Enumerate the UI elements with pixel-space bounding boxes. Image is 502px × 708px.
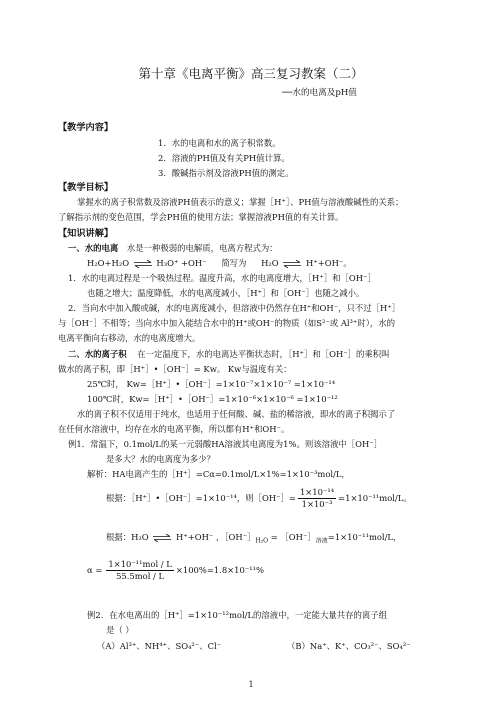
alpha-numerator: 1×10⁻¹¹mol / L	[106, 560, 174, 571]
document-subtitle: ──水的电离及pH值	[282, 88, 357, 98]
kw-25c: 25℃时， Kw=［H⁺］•［OH⁻］=1×10⁻⁷×1×10⁻⁷ =1×10⁻¹⁴	[87, 379, 336, 389]
ion-product-text2: 做水的离子积，即［H⁺］•［OH⁻］= Kw。 Kw与温度有关：	[58, 364, 292, 374]
oh-fraction-denominator: 1×10⁻³	[301, 499, 333, 510]
alpha-result: ×100%=1.8×10⁻¹¹%	[175, 565, 264, 576]
kw-note-line1: 水的离子积不仅适用于纯水，也适用于任何酸、碱、盐的稀溶液，即水的离子积揭示了	[77, 409, 396, 419]
alpha-label: α =	[87, 565, 103, 576]
oh-fraction	[298, 488, 336, 509]
alpha-fraction	[106, 560, 174, 581]
example2-question-line2: 是（ ）	[106, 625, 134, 635]
equilibrium-arrow-icon	[152, 534, 172, 542]
example1-question-line2: 是多大？水的电离度为多少？	[106, 454, 215, 464]
oh-fraction-numerator: 1×10⁻¹⁴	[298, 488, 336, 499]
alpha-denominator: 55.5mol / L	[116, 571, 165, 582]
example2-option-b: （B）Na⁺、K⁺、CO₃²⁻、SO₄²⁻	[287, 641, 411, 651]
water-oh-subscript-solution: 溶液	[315, 537, 328, 545]
page-number: 1	[248, 680, 254, 689]
ion-product-text: 在一定温度下，水的电离达平衡状态时，［H⁺］和［OH⁻］的乘积叫	[137, 349, 390, 359]
equation2-left: H₂O	[261, 258, 279, 268]
water-oh-subscript-h2o: H₂O	[255, 537, 269, 545]
content-heading: 【教学内容】	[58, 122, 114, 133]
content-item-3: 3．酸碱指示剂及溶液PH值的测定。	[158, 168, 294, 178]
knowledge-p2-line3: 电离平衡向右移动，水的电离度增大。	[58, 333, 201, 343]
water-ionization-label: 一、水的电离	[68, 243, 119, 253]
water-ionization-text: 水是一种极弱的电解质，电离方程式为：	[126, 243, 278, 253]
example1-alpha-line	[87, 560, 264, 581]
goals-heading: 【教学目标】	[58, 182, 114, 193]
equilibrium-arrow-icon	[133, 260, 153, 268]
ion-product-label: 二、水的离子积	[68, 349, 127, 359]
example2-question-line1: 例2．在水电离出的［H⁺］=1×10⁻¹²mol/L的溶液中，一定能大量共存的离子组	[87, 610, 388, 620]
example2-option-a: （A）Al³⁺、NH⁴⁺、SO₄²⁻、Cl⁻	[97, 641, 222, 651]
knowledge-p1-line1: 1．水的电离过程是一个吸热过程。温度升高，水的电离度增大，［H⁺］和［OH⁻］	[68, 273, 376, 283]
equation2-right: H⁺+OH⁻。	[305, 258, 352, 268]
knowledge-p2-line2: 与［OH⁻］不相等；当向水中加入能结合水中的H⁺或OH⁻的物质（如S²⁻或 Al³⁺时），水的	[58, 318, 396, 328]
kw-100c: 100℃时，Kw=［H⁺］•［OH⁻］=1×10⁻⁶×1×10⁻⁶ =1×10⁻¹²	[87, 394, 338, 404]
water-oh-left: 根据：H₂O	[106, 532, 149, 542]
kw-note-line2: 在任何水溶液中，均存在水的电离平衡，所以都有H⁺和OH⁻。	[58, 424, 290, 434]
goals-line-1: 掌握水的离子积常数及溶液PH值表示的意义；掌握［H⁺］、PH值与溶液酸碱性的关系；	[77, 197, 404, 207]
document-title: 第十章《电离平衡》高三复习教案（二）	[138, 66, 364, 81]
oh-calc-result: =1×10⁻¹¹mol/L。	[338, 493, 412, 504]
ionization-equation	[87, 259, 352, 268]
equation-right: H₃O⁺ +OH⁻	[156, 258, 207, 268]
ion-product-line	[68, 350, 390, 358]
example1-oh-calculation	[106, 488, 412, 509]
equation-abbrev-label: 简写为	[221, 258, 247, 268]
oh-calc-prefix: 根据：［H⁺］•［OH⁻］=1×10⁻¹⁴，则［OH⁻］=	[106, 493, 296, 504]
water-ionization-line	[68, 244, 278, 252]
goals-line-2: 了解指示剂的变色范围，学会PH值的使用方法；掌握溶液PH值的有关计算。	[58, 212, 344, 222]
water-oh-equals: = ［OH⁻］	[270, 532, 316, 542]
knowledge-p1-line2: 也随之增大；温度降低，水的电离度减小，［H⁺］和［OH⁻］也随之减小。	[87, 288, 365, 298]
water-oh-products: H⁺+OH⁻ ，［OH⁻］	[176, 532, 256, 542]
water-oh-result: =1×10⁻¹¹mol/L，	[327, 532, 402, 542]
example1-question-line1: 例1．常温下，0.1mol/L的某一元弱酸HA溶液其电离度为1%。则该溶液中［OH⁻］	[68, 439, 383, 449]
equilibrium-arrow-icon	[282, 260, 302, 268]
knowledge-p2-line1: 2．当向水中加入酸或碱，水的电离度减小，但溶液中仍然存在H⁺和OH⁻，只不过［H⁺］	[68, 303, 401, 313]
example1-solution-line1: 解析：HA电离产生的［H⁺］=Cα=0.1mol/L×1%=1×10⁻³mol/L，	[87, 469, 350, 479]
content-item-1: 1．水的电离和水的离子积常数。	[158, 138, 281, 148]
example1-water-oh-line	[106, 533, 401, 545]
equation-left: H₂O+H₂O	[87, 258, 130, 268]
knowledge-heading: 【知识讲解】	[58, 228, 114, 239]
content-item-2: 2．溶液的PH值及有关PH值计算。	[158, 153, 290, 163]
